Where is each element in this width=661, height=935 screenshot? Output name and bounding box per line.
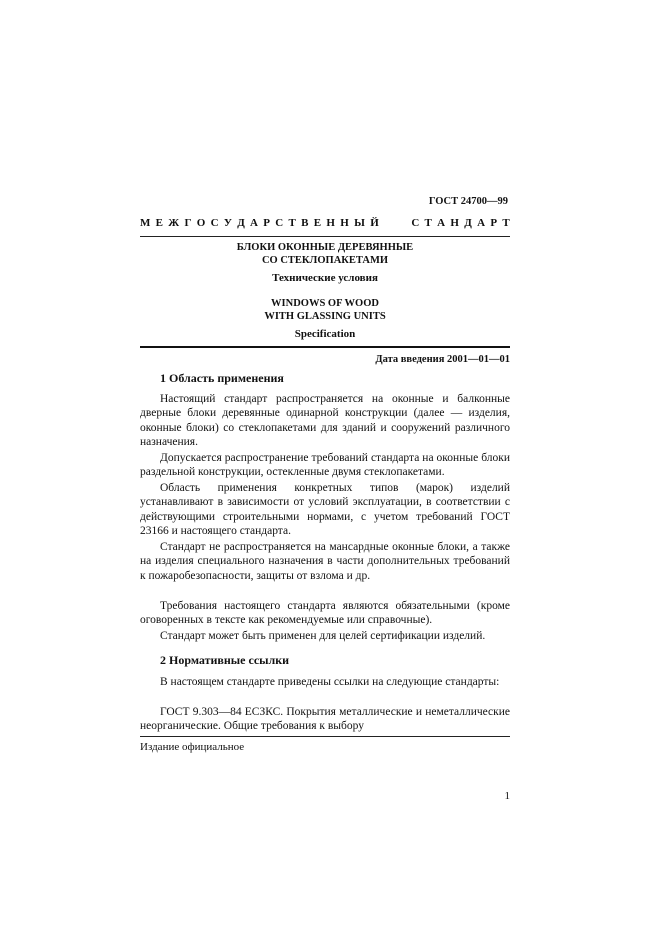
banner-letter: Д xyxy=(464,217,472,229)
banner-letter: В xyxy=(301,217,309,229)
banner-letter: С xyxy=(275,217,284,229)
banner-letter: Т xyxy=(502,217,510,229)
banner-letter: Г xyxy=(184,217,192,229)
paragraph: Область применения конкретных типов (марок) изделий устанавливают в зависимости от условий эксплуатации, в соответствии с действующими строительными нормами, с учетом требований ГОСТ 23166 и настоящего стандарта. xyxy=(140,482,510,538)
banner-letter: А xyxy=(437,217,446,229)
banner-letter: А xyxy=(250,217,258,229)
document-code: ГОСТ 24700—99 xyxy=(428,196,508,207)
banner-letter: Д xyxy=(237,217,245,229)
paragraph: ГОСТ 9.303—84 ЕСЗКС. Покрытия металлические и неметаллические неорганические. Общие требования к выбору xyxy=(140,706,510,733)
banner-letter: Н xyxy=(326,217,335,229)
banner-letter: У xyxy=(223,217,232,229)
paragraph: В настоящем стандарте приведены ссылки на следующие стандарты: xyxy=(160,676,500,688)
banner-letter: Ж xyxy=(168,217,180,229)
banner-rule xyxy=(140,236,510,237)
banner-letter: Т xyxy=(424,217,432,229)
banner-letter: О xyxy=(196,217,206,229)
banner-letter: Р xyxy=(490,217,498,229)
banner-letter: С xyxy=(411,217,420,229)
banner-letter: Е xyxy=(155,217,164,229)
section-heading: 1 Область применения xyxy=(160,371,284,385)
title-en-line1: WINDOWS OF WOOD xyxy=(271,298,379,309)
banner-letter: Е xyxy=(313,217,322,229)
paragraph: Стандарт не распространяется на мансардные оконные блоки, а также на изделия специального назначения в части дополнительных требований к пожаробезопасности, защиты от взлома и др. xyxy=(140,541,510,582)
edition-label: Издание официальное xyxy=(140,741,245,753)
title-rule xyxy=(140,346,510,348)
section-heading: 2 Нормативные ссылки xyxy=(160,653,290,667)
title-ru-subtitle: Технические условия xyxy=(272,272,378,284)
page-number: 1 xyxy=(504,790,510,802)
banner-letter: Н xyxy=(340,217,349,229)
banner-letter: М xyxy=(140,217,151,229)
title-ru-line1: БЛОКИ ОКОННЫЕ ДЕРЕВЯННЫЕ xyxy=(236,242,414,253)
paragraph: Требования настоящего стандарта являются обязательными (кроме оговоренных в тексте как рекомендуемые или справочные). xyxy=(140,600,510,627)
introduction-date: Дата введения 2001—01—01 xyxy=(375,354,510,365)
banner-word-gap xyxy=(384,217,406,229)
banner-letter: Ы xyxy=(354,217,365,229)
banner-letter: С xyxy=(210,217,219,229)
title-en-line2: WITH GLASSING UNITS xyxy=(264,311,386,322)
standard-banner xyxy=(140,217,510,229)
banner-letter: Т xyxy=(288,217,296,229)
banner-letter: А xyxy=(477,217,486,229)
footer-rule xyxy=(140,736,510,737)
paragraph: Стандарт может быть применен для целей сертификации изделий. xyxy=(160,630,486,642)
banner-letter: Н xyxy=(450,217,459,229)
paragraph: Настоящий стандарт распространяется на оконные и балконные дверные блоки деревянные одинарной конструкции (далее — изделия, оконные блоки) со стеклопакетами для зданий и сооружений различного назначения. xyxy=(140,393,510,449)
title-ru-line2: СО СТЕКЛОПАКЕТАМИ xyxy=(261,255,389,266)
paragraph: Допускается распространение требований стандарта на оконные блоки раздельной конструкции, остекленные двумя стеклопакетами. xyxy=(140,452,510,479)
title-en-subtitle: Specification xyxy=(294,328,356,340)
banner-letter: Р xyxy=(263,217,271,229)
banner-letter: Й xyxy=(370,217,379,229)
